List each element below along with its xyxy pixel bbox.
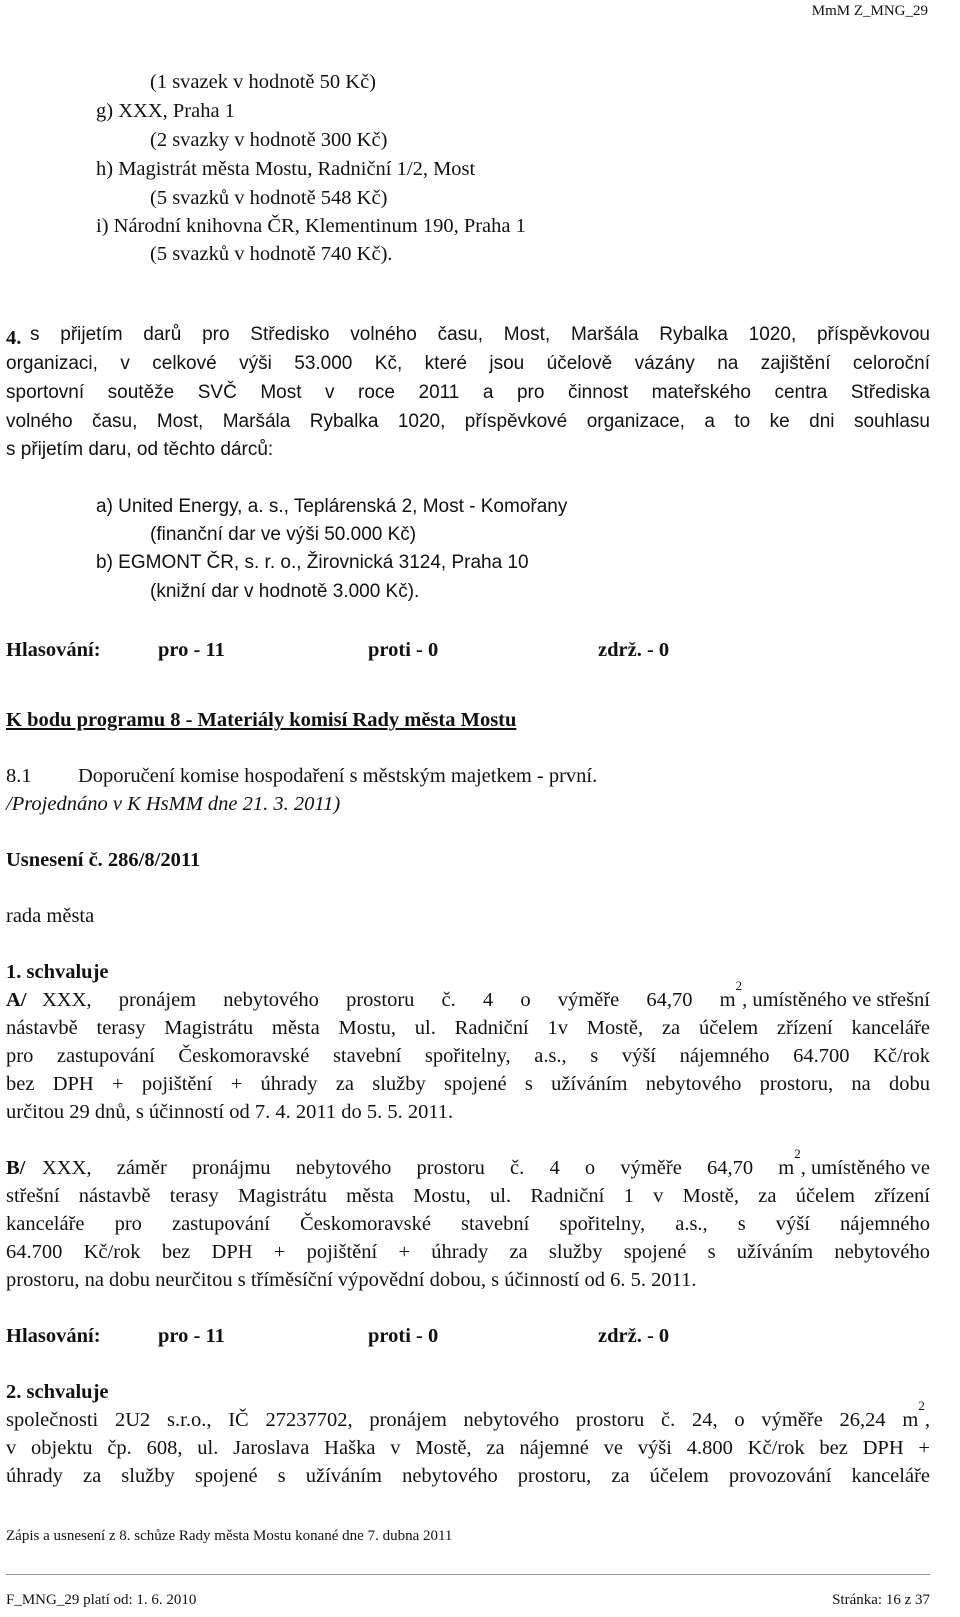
section-first-line — [6, 1398, 930, 1434]
item-number: 4. — [6, 327, 22, 349]
vote-proti: proti - 0 — [368, 1325, 439, 1347]
doc-code: MmM Z_MNG_29 — [811, 3, 928, 19]
list-item: (5 svazků v hodnotě 740 Kč). — [150, 243, 393, 265]
vote-label: Hlasování: — [6, 639, 101, 661]
section-text: 64.700 Kč/rok bez DPH + pojištění + úhrady za služby spojené s užíváním nebytového — [6, 1241, 930, 1263]
section-text: společnosti 2U2 s.r.o., IČ 27237702, pronájem nebytového prostoru č. 24, o výměře 26,24 m — [6, 1409, 919, 1431]
section-text-tail: , — [924, 1409, 930, 1431]
list-item: (2 svazky v hodnotě 300 Kč) — [150, 129, 388, 151]
section-text: určitou 29 dnů, s účinností od 7. 4. 2011 do 5. 5. 2011. — [6, 1101, 454, 1123]
item-text-line: s přijetím daru, od těchto dárců: — [6, 439, 274, 460]
section-text: prostoru, na dobu neurčitou s tříměsíční výpovědní dobou, s účinností od 6. 5. 2011. — [6, 1269, 697, 1291]
item-text-line: volného času, Most, Maršála Rybalka 1020, příspěvkové organizace, a to ke dni souhlasu — [6, 411, 930, 432]
section-text: pro zastupování Českomoravské stavební spořitelny, a.s., s výší nájemného 64.700 Kč/rok — [6, 1045, 930, 1067]
section-text-tail: , umístěného ve — [800, 1157, 930, 1179]
item-text-line: sportovní soutěže SVČ Most v roce 2011 a pro činnost mateřského centra Střediska — [6, 382, 930, 403]
agenda-heading: K bodu programu 8 - Materiály komisí Rady města Mostu — [6, 709, 517, 731]
donor: b) EGMONT ČR, s. r. o., Žirovnická 3124, Praha 10 — [96, 552, 529, 573]
section-text: střešní nástavbě terasy Magistrátu města Mostu, ul. Radniční 1 v Mostě, za účelem zřízení — [6, 1185, 930, 1207]
section-label: A/ — [6, 989, 27, 1011]
list-item: i) Národní knihovna ČR, Klementinum 190, Praha 1 — [96, 215, 526, 237]
superscript: 2 — [918, 1398, 925, 1413]
section-text: kanceláře pro zastupování Českomoravské stavební spořitelny, a.s., s výší nájemného — [6, 1213, 930, 1235]
item-title: Doporučení komise hospodaření s městským majetkem - první. — [78, 765, 598, 787]
list-item: g) XXX, Praha 1 — [96, 100, 235, 122]
superscript: 2 — [735, 978, 743, 993]
footer-divider — [6, 1574, 930, 1575]
section-text: bez DPH + pojištění + úhrady za služby spojené s užíváním nebytového prostoru, na dobu — [6, 1073, 930, 1095]
vote-abstain: zdrž. - 0 — [598, 639, 670, 661]
vote-abstain: zdrž. - 0 — [598, 1325, 670, 1347]
section-text-tail: , umístěného ve střešní — [742, 989, 930, 1011]
resolution-body: rada města — [6, 905, 95, 927]
section-text: úhrady za služby spojené s užíváním nebytového prostoru, za účelem provozování kanceláře — [6, 1465, 930, 1487]
item-number: 8.1 — [6, 765, 32, 787]
section-text: v objektu čp. 608, ul. Jaroslava Haška v Mostě, za nájemné ve výši 4.800 Kč/rok bez DPH + — [6, 1437, 930, 1459]
footer-validity: F_MNG_29 platí od: 1. 6. 2010 — [6, 1592, 197, 1608]
resolution-title: Usnesení č. 286/8/2011 — [6, 849, 201, 871]
donor: a) United Energy, a. s., Teplárenská 2, Most - Komořany — [96, 496, 568, 517]
section-text: XXX, pronájem nebytového prostoru č. 4 o výměře 64,70 m — [42, 989, 736, 1011]
footer-page-number: Stránka: 16 z 37 — [832, 1592, 930, 1608]
vote-proti: proti - 0 — [368, 639, 439, 661]
section-label: B/ — [6, 1157, 26, 1179]
list-item: (1 svazek v hodnotě 50 Kč) — [150, 71, 377, 93]
vote-label: Hlasování: — [6, 1325, 101, 1347]
vote-pro: pro - 11 — [158, 639, 225, 661]
vote-pro: pro - 11 — [158, 1325, 225, 1347]
footer-meeting: Zápis a usnesení z 8. schůze Rady města Mostu konané dne 7. dubna 2011 — [6, 1528, 453, 1544]
section-first-line — [42, 1146, 930, 1182]
item-text-line: s přijetím darů pro Středisko volného času, Most, Maršála Rybalka 1020, příspěvkovou — [30, 324, 930, 345]
donor-amount: (knižní dar v hodnotě 3.000 Kč). — [150, 581, 420, 602]
section-text: XXX, záměr pronájmu nebytového prostoru č. 4 o výměře 64,70 m — [42, 1157, 795, 1179]
approves-heading: 1. schvaluje — [6, 961, 109, 983]
list-item: (5 svazků v hodnotě 548 Kč) — [150, 187, 388, 209]
item-text-line: organizaci, v celkové výši 53.000 Kč, které jsou účelově vázány na zajištění celoroční — [6, 353, 930, 374]
item-note: /Projednáno v K HsMM dne 21. 3. 2011) — [6, 793, 341, 815]
section-first-line — [42, 978, 930, 1014]
approves-heading: 2. schvaluje — [6, 1381, 109, 1403]
section-text: nástavbě terasy Magistrátu města Mostu, ul. Radniční 1v Mostě, za účelem zřízení kanceláře — [6, 1017, 930, 1039]
list-item: h) Magistrát města Mostu, Radniční 1/2, Most — [96, 158, 476, 180]
superscript: 2 — [794, 1146, 801, 1161]
donor-amount: (finanční dar ve výši 50.000 Kč) — [150, 524, 417, 545]
